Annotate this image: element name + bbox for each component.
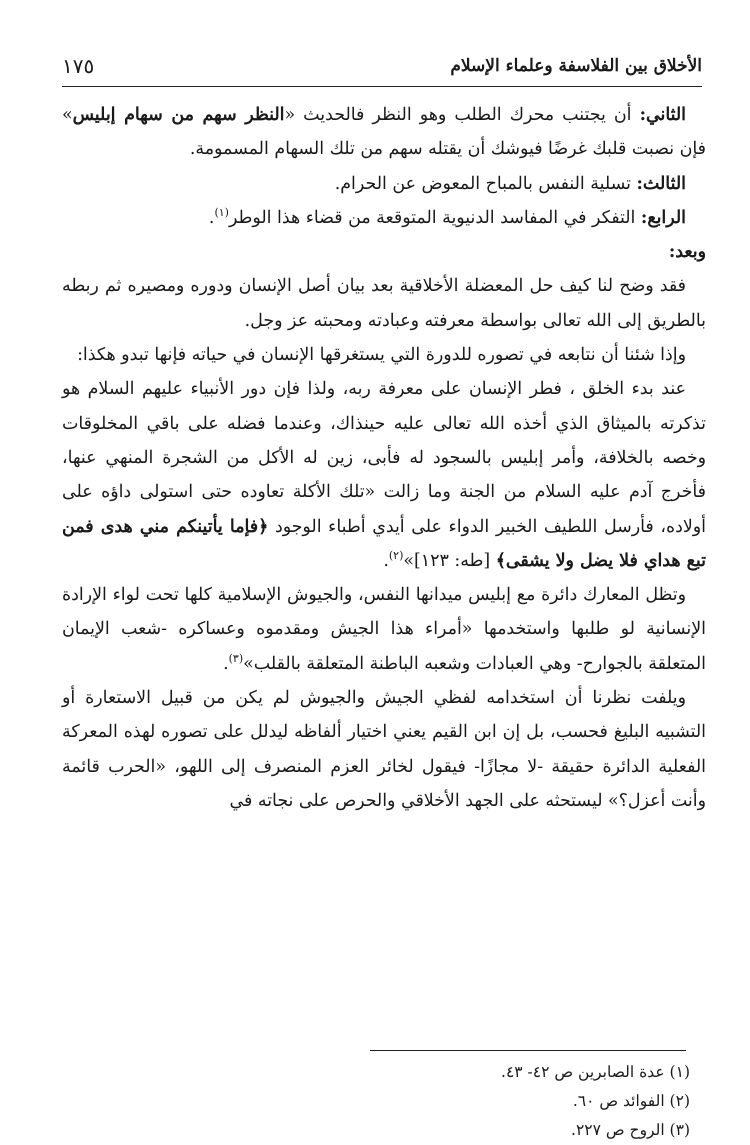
running-header xyxy=(62,52,702,87)
footnote-ref-3: (٣) xyxy=(228,651,244,665)
page-number: ١٧٥ xyxy=(62,54,95,78)
page-body xyxy=(62,98,706,818)
footnote: (٢) الفوائد ص ٦٠. xyxy=(572,1092,690,1110)
label-third: الثالث: xyxy=(636,173,686,194)
paragraph-fourth: الرابع: التفكر في المفاسد الدنيوية المتوقعة من قضاء هذا الوطر$^{(١)}$. xyxy=(208,206,686,228)
paragraph-body: وتظل المعارك دائرة مع إبليس ميدانها النفس، والجيوش الإسلامية كلها تحت لواء الإرادة الإنسانية لو طلبها واستخدمها «أمراء هذا الجيش ومقدموه وعساكره -شعب الإيمان المتعلقة بالجوارح- وهي العبادات وشعبه الباطنة المتعلقة بالقلب»$^{(٣)}$. xyxy=(62,585,706,674)
paragraph-third: الثالث: تسلية النفس بالمباح المعوض عن الحرام. xyxy=(334,173,686,194)
book-title: الأخلاق بين الفلاسفة وعلماء الإسلام xyxy=(450,56,702,76)
footnote-divider xyxy=(370,1050,686,1051)
quran-verse: ﴿فإما يأتينكم مني هدى فمن تبع هداي فلا يضل ولا يشقى﴾ xyxy=(62,516,706,571)
footnote-ref-1: (١) xyxy=(214,206,229,220)
label-fourth: الرابع: xyxy=(640,207,686,228)
label-second: الثاني: xyxy=(639,105,686,125)
paragraph-body: فقد وضح لنا كيف حل المعضلة الأخلاقية بعد بيان أصل الإنسان ودوره ومصيره ثم ربطه بالطريق إلى الله تعالى بواسطة معرفته وعبادته ومحبته عز وجل. xyxy=(62,276,706,331)
paragraph-body: وإذا شئنا أن نتابعه في تصوره للدورة التي يستغرقها الإنسان في حياته فإنها تبدو هكذا: xyxy=(77,345,686,366)
footnotes xyxy=(320,1058,690,1145)
hadith-quote: النظر سهم من سهام إبليس xyxy=(72,105,285,125)
footnote: (١) عدة الصابرين ص ٤٢- ٤٣. xyxy=(501,1063,690,1081)
footnote-ref-2: (٢) xyxy=(388,549,404,563)
section-heading: وبعد: xyxy=(668,242,706,263)
paragraph-body: عند بدء الخلق ، فطر الإنسان على معرفة ربه، ولذا فإن دور الأنبياء عليهم السلام هو تذكرته بالميثاق الذي أخذه الله تعالى عليه حينذاك، وعندما فضله على باقي المخلوقات وخصه بالخلافة، وأمر إبليس بالسجود له فأبى، زين له الأكل من الشجرة المنهي عنها، فأخرج آدم عليه السلام من الجنة وما زالت «تلك الأكلة تعاوده حتى استولى داؤه على أولاده، فأرسل اللطيف الخبير الدواء على أيدي أطباء الوجود ﴿فإما يأتينكم مني هدى فمن تبع هداي فلا يضل ولا يشقى﴾ [طه: ١٢٣]»$^{(٢)}$. xyxy=(62,379,706,571)
footnote: (٣) الروح ص ٢٢٧. xyxy=(571,1121,690,1139)
paragraph-body: ويلفت نظرنا أن استخدامه لفظي الجيش والجيوش لم يكن من قبيل الاستعارة أو التشبيه البليغ فحسب، بل إن ابن القيم يعني اختيار ألفاظه ليدلل على تصوره لهذه المعركة الفعلية الدائرة حقيقة -لا مجازًا- فيقول لخائر العزم المنصرف إلى اللهو، «الحرب قائمة وأنت أعزل؟» ليستحثه على الجهد الأخلاقي والحرص على نجاته في xyxy=(62,688,706,811)
paragraph-second: الثاني: أن يجتنب محرك الطلب وهو النظر فالحديث «النظر سهم من سهام إبليس» فإن نصبت قلبك غرضًا فيوشك أن يقتله سهم من تلك السهام المسمومة. xyxy=(62,105,706,160)
